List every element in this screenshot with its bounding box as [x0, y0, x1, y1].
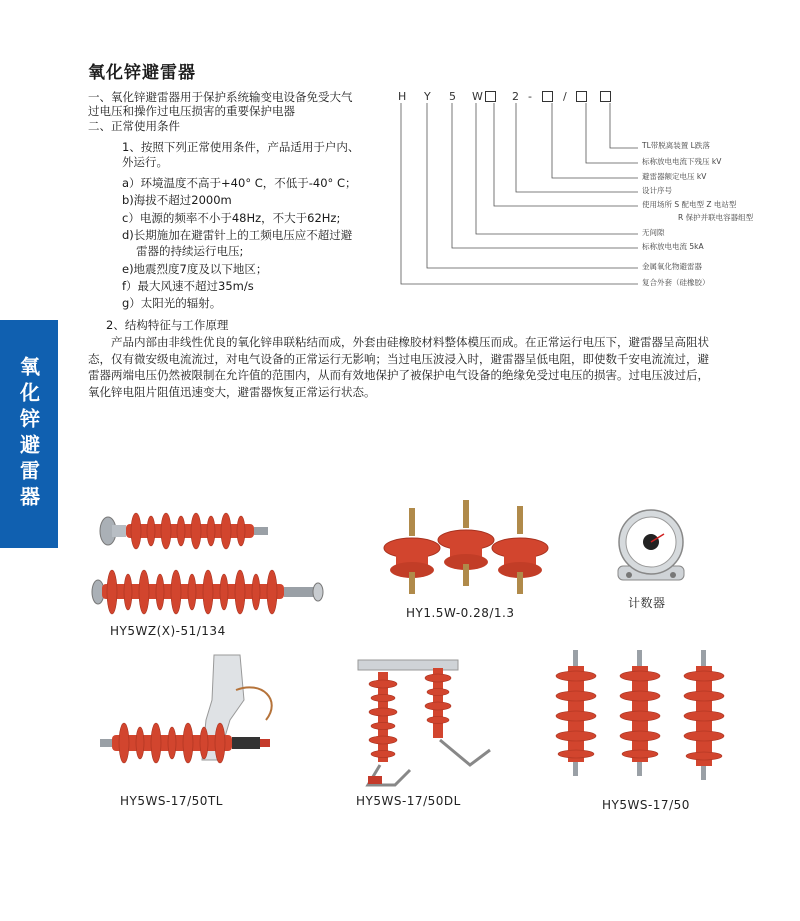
legend-gapless: 无间隙 [642, 228, 665, 237]
legend-moa: 金属氧化物避雷器 [642, 262, 702, 271]
code-2: 2 [512, 90, 519, 103]
legend-residual: 标称放电电流下残压 kV [642, 157, 722, 166]
condition-intro-1: 1、按照下列正常使用条件，产品适用于户内、 [122, 140, 360, 154]
code-y: Y [424, 90, 431, 103]
caption-hy15w: HY1.5W-0.28/1.3 [406, 606, 515, 620]
condition-a: a）环境温度不高于+40° C，不低于-40° C； [122, 176, 357, 190]
legend-rated: 避雷器额定电压 kV [642, 172, 707, 181]
caption-hy5ws-tl: HY5WS-17/50TL [120, 794, 223, 808]
condition-intro-2: 外运行。 [122, 155, 168, 169]
section-heading-conditions: 二、正常使用条件 [88, 119, 180, 133]
condition-c: c）电源的频率不小于48Hz，不大于62Hz; [122, 211, 341, 225]
caption-hy5wzx: HY5WZ(X)-51/134 [110, 624, 226, 638]
legend-usage-r: R 保护并联电容器组型 [678, 213, 754, 222]
page-title: 氧化锌避雷器 [88, 63, 196, 83]
legend-tl: TL带脱离装置 L跌落 [642, 141, 710, 150]
hy15w-unit-1 [384, 508, 440, 594]
arrester-tl-illustration [100, 655, 272, 763]
condition-d-2: 雷器的持续运行电压; [136, 244, 244, 258]
legend-housing: 复合外套（硅橡胶） [642, 278, 710, 287]
code-5: 5 [449, 90, 456, 103]
legend-design: 设计序号 [642, 186, 672, 195]
condition-f: f）最大风速不超过35m/s [122, 279, 254, 293]
arrester-hy5wzx-illustration [92, 513, 323, 614]
arrester-hy15w-illustration [384, 500, 548, 594]
counter-illustration [618, 510, 684, 580]
hy5ws-unit-3 [684, 650, 724, 780]
legend-current: 标称放电电流 5kA [642, 242, 704, 251]
caption-hy5ws: HY5WS-17/50 [602, 798, 690, 812]
caption-counter: 计数器 [628, 596, 666, 610]
hy5ws-unit-1 [556, 650, 596, 776]
hy5ws-unit-2 [620, 650, 660, 776]
condition-b: b)海拔不超过2000m [122, 193, 232, 207]
condition-g: g）太阳光的辐射。 [122, 296, 222, 310]
code-w: W [472, 90, 483, 103]
arrester-dl-illustration [358, 660, 490, 785]
code-h: H [398, 90, 407, 103]
principle-paragraph: 产品内部由非线性优良的氧化锌串联粘结而成，外套由硅橡胶材料整体模压而成。在正常运行电压下，避雷器呈高阻状态，仅有微安级电流流过，对电气设备的正常运行无影响；当过电压波浸入时，避雷器呈低电阻，即使数千安电流流过，避雷器两端电压仍然被限制在允许值的范围内，从而有效地保护了被保护电气设备的绝缘免受过电压的损害。过电压波过后，氧化锌电阻片阻值迅速变大，避雷器恢复正常运行状态。 [88, 335, 709, 399]
intro-line-1: 一、氧化锌避雷器用于保护系统输变电设备免受大气 [88, 90, 353, 104]
legend-usage: 使用场所 S 配电型 Z 电站型 [642, 200, 737, 209]
section-heading-structure: 2、结构特征与工作原理 [106, 318, 229, 332]
caption-hy5ws-dl: HY5WS-17/50DL [356, 794, 461, 808]
code-slash: / [563, 90, 567, 103]
condition-d-1: d)长期施加在避雷针上的工频电压应不超过避 [122, 228, 353, 242]
code-connectors [401, 103, 638, 284]
intro-line-2: 过电压和操作过电压损害的重要保护电器 [88, 104, 295, 118]
arrester-long-body [92, 570, 323, 614]
hy15w-unit-3 [492, 506, 548, 594]
hy15w-unit-2 [438, 500, 494, 586]
arrester-short-body [100, 513, 268, 549]
code-dash: - [528, 90, 532, 103]
arrester-hy5ws-illustration [556, 650, 724, 780]
condition-e: e)地震烈度7度及以下地区； [122, 262, 268, 276]
side-tab-label: 氧化锌避雷器 [16, 356, 41, 512]
